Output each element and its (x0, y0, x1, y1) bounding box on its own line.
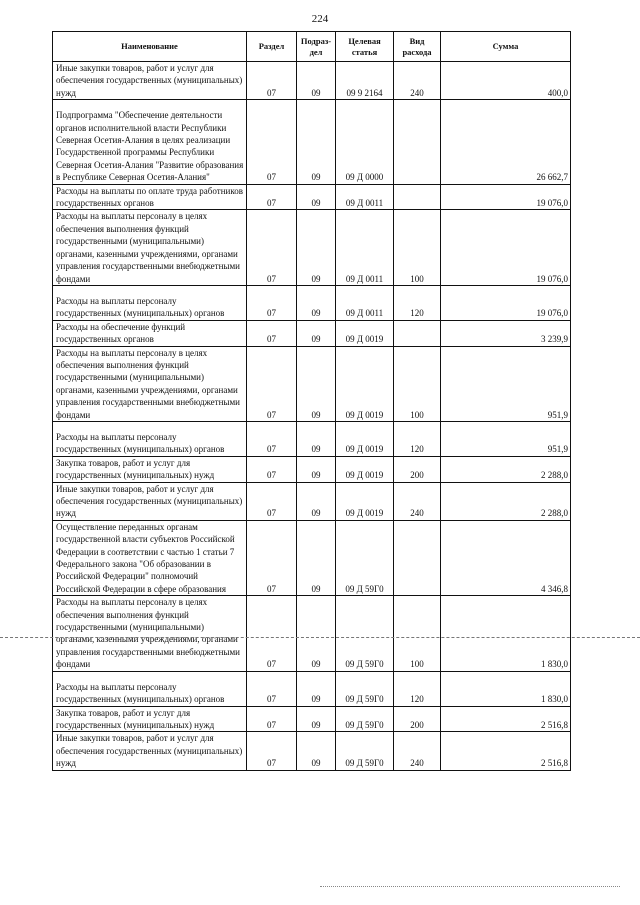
row-target: 09 Д 59Г0 (336, 596, 394, 671)
row-razdel: 07 (247, 520, 297, 595)
row-target: 09 Д 0019 (336, 482, 394, 520)
row-sum: 2 516,8 (441, 732, 571, 770)
row-podrazdel: 09 (297, 100, 336, 184)
row-razdel: 07 (247, 210, 297, 285)
row-razdel: 07 (247, 596, 297, 671)
row-name: Расходы на выплаты персоналу в целях обеспечения выполнения функций государственными (муниципальными) органами, казенными учреждениями, органами управления государственными внебюджетными фондами (53, 346, 247, 421)
row-razdel: 07 (247, 62, 297, 100)
table-row (53, 62, 571, 100)
row-name: Расходы на выплаты по оплате труда работников государственных органов (53, 184, 247, 210)
row-razdel: 07 (247, 671, 297, 706)
row-vid: 100 (394, 596, 441, 671)
row-sum: 3 239,9 (441, 320, 571, 346)
row-podrazdel: 09 (297, 320, 336, 346)
row-vid: 100 (394, 210, 441, 285)
row-name: Закупка товаров, работ и услуг для государственных (муниципальных) нужд (53, 456, 247, 482)
header-podrazdel-text: Подраз- дел (300, 36, 332, 57)
row-vid (394, 520, 441, 595)
row-vid (394, 184, 441, 210)
row-sum: 1 830,0 (441, 596, 571, 671)
row-name: Расходы на выплаты персоналу государственных (муниципальных) органов (53, 421, 247, 456)
row-vid: 120 (394, 671, 441, 706)
table-row (53, 732, 571, 770)
header-name: Наименование (53, 32, 247, 62)
row-vid: 200 (394, 456, 441, 482)
header-target (336, 32, 394, 62)
row-podrazdel: 09 (297, 346, 336, 421)
row-target: 09 Д 0019 (336, 346, 394, 421)
row-razdel: 07 (247, 285, 297, 320)
header-target-text: Целевая статья (348, 36, 381, 57)
row-target: 09 Д 59Г0 (336, 671, 394, 706)
row-name: Осуществление переданных органам государственной власти субъектов Российской Федерации в соответствии с частью 1 статьи 7 Федерального закона "Об образовании в Российской Федерации" полномочий Российской Федерации в сфере образования (53, 520, 247, 595)
table-row (53, 100, 571, 184)
row-target: 09 9 2164 (336, 62, 394, 100)
row-razdel: 07 (247, 320, 297, 346)
row-razdel: 07 (247, 184, 297, 210)
row-razdel: 07 (247, 732, 297, 770)
row-razdel: 07 (247, 482, 297, 520)
header-vid-text: Вид расхода (402, 36, 432, 57)
row-sum: 2 288,0 (441, 482, 571, 520)
table-row (53, 421, 571, 456)
table-row (53, 210, 571, 285)
row-vid: 100 (394, 346, 441, 421)
row-podrazdel: 09 (297, 671, 336, 706)
budget-table (52, 31, 571, 771)
row-target: 09 Д 0019 (336, 320, 394, 346)
row-razdel: 07 (247, 100, 297, 184)
table-row (53, 184, 571, 210)
row-razdel: 07 (247, 421, 297, 456)
page-number: 224 (311, 13, 329, 25)
row-vid: 240 (394, 482, 441, 520)
row-podrazdel: 09 (297, 62, 336, 100)
row-target: 09 Д 0000 (336, 100, 394, 184)
row-podrazdel: 09 (297, 482, 336, 520)
row-vid: 120 (394, 421, 441, 456)
table-row (53, 596, 571, 671)
row-name: Закупка товаров, работ и услуг для государственных (муниципальных) нужд (53, 706, 247, 732)
row-sum: 2 516,8 (441, 706, 571, 732)
header-razdel: Раздел (247, 32, 297, 62)
row-target: 09 Д 0011 (336, 285, 394, 320)
row-podrazdel: 09 (297, 456, 336, 482)
row-vid: 200 (394, 706, 441, 732)
table-row (53, 706, 571, 732)
row-sum: 951,9 (441, 421, 571, 456)
row-sum: 19 076,0 (441, 184, 571, 210)
table-row (53, 671, 571, 706)
row-name: Расходы на выплаты персоналу в целях обеспечения выполнения функций государственными (муниципальными) органами, казенными учреждениями, органами управления государственными внебюджетными фондами (53, 210, 247, 285)
row-target: 09 Д 0019 (336, 421, 394, 456)
row-name: Иные закупки товаров, работ и услуг для обеспечения государственных (муниципальных) нужд (53, 482, 247, 520)
header-sum: Сумма (441, 32, 571, 62)
row-name: Расходы на выплаты персоналу в целях обеспечения выполнения функций государственными (муниципальными) органами, казенными учреждениями, органами управления государственными внебюджетными фондами (53, 596, 247, 671)
row-podrazdel: 09 (297, 706, 336, 732)
row-podrazdel: 09 (297, 285, 336, 320)
row-vid (394, 320, 441, 346)
row-name: Иные закупки товаров, работ и услуг для обеспечения государственных (муниципальных) нужд (53, 62, 247, 100)
scan-footer-marks (320, 886, 620, 887)
row-razdel: 07 (247, 706, 297, 732)
row-name: Расходы на обеспечение функций государственных органов (53, 320, 247, 346)
row-target: 09 Д 0019 (336, 456, 394, 482)
table-header-row (53, 32, 571, 62)
table-row (53, 482, 571, 520)
row-name: Расходы на выплаты персоналу государственных (муниципальных) органов (53, 285, 247, 320)
row-podrazdel: 09 (297, 184, 336, 210)
table-row (53, 346, 571, 421)
row-name: Иные закупки товаров, работ и услуг для обеспечения государственных (муниципальных) нужд (53, 732, 247, 770)
header-vid (394, 32, 441, 62)
row-vid: 240 (394, 732, 441, 770)
row-vid (394, 100, 441, 184)
row-name: Расходы на выплаты персоналу государственных (муниципальных) органов (53, 671, 247, 706)
row-sum: 1 830,0 (441, 671, 571, 706)
table-row (53, 285, 571, 320)
row-vid: 240 (394, 62, 441, 100)
header-podrazdel (297, 32, 336, 62)
row-target: 09 Д 0011 (336, 184, 394, 210)
scan-cut-line (0, 637, 640, 638)
row-target: 09 Д 0011 (336, 210, 394, 285)
row-sum: 4 346,8 (441, 520, 571, 595)
row-razdel: 07 (247, 346, 297, 421)
row-target: 09 Д 59Г0 (336, 732, 394, 770)
row-name: Подпрограмма "Обеспечение деятельности органов исполнительной власти Республики Северная Осетия-Алания в целях реализации Государственной программы Республики Северная Осетия-Алания "Развитие образования в Республике Северная Осетия-Алания" (53, 100, 247, 184)
row-target: 09 Д 59Г0 (336, 706, 394, 732)
row-sum: 951,9 (441, 346, 571, 421)
row-sum: 19 076,0 (441, 285, 571, 320)
row-sum: 19 076,0 (441, 210, 571, 285)
table-row (53, 520, 571, 595)
row-sum: 2 288,0 (441, 456, 571, 482)
row-target: 09 Д 59Г0 (336, 520, 394, 595)
row-podrazdel: 09 (297, 596, 336, 671)
table-row (53, 320, 571, 346)
row-razdel: 07 (247, 456, 297, 482)
row-sum: 400,0 (441, 62, 571, 100)
row-sum: 26 662,7 (441, 100, 571, 184)
row-vid: 120 (394, 285, 441, 320)
row-podrazdel: 09 (297, 421, 336, 456)
row-podrazdel: 09 (297, 520, 336, 595)
table-row (53, 456, 571, 482)
row-podrazdel: 09 (297, 732, 336, 770)
row-podrazdel: 09 (297, 210, 336, 285)
